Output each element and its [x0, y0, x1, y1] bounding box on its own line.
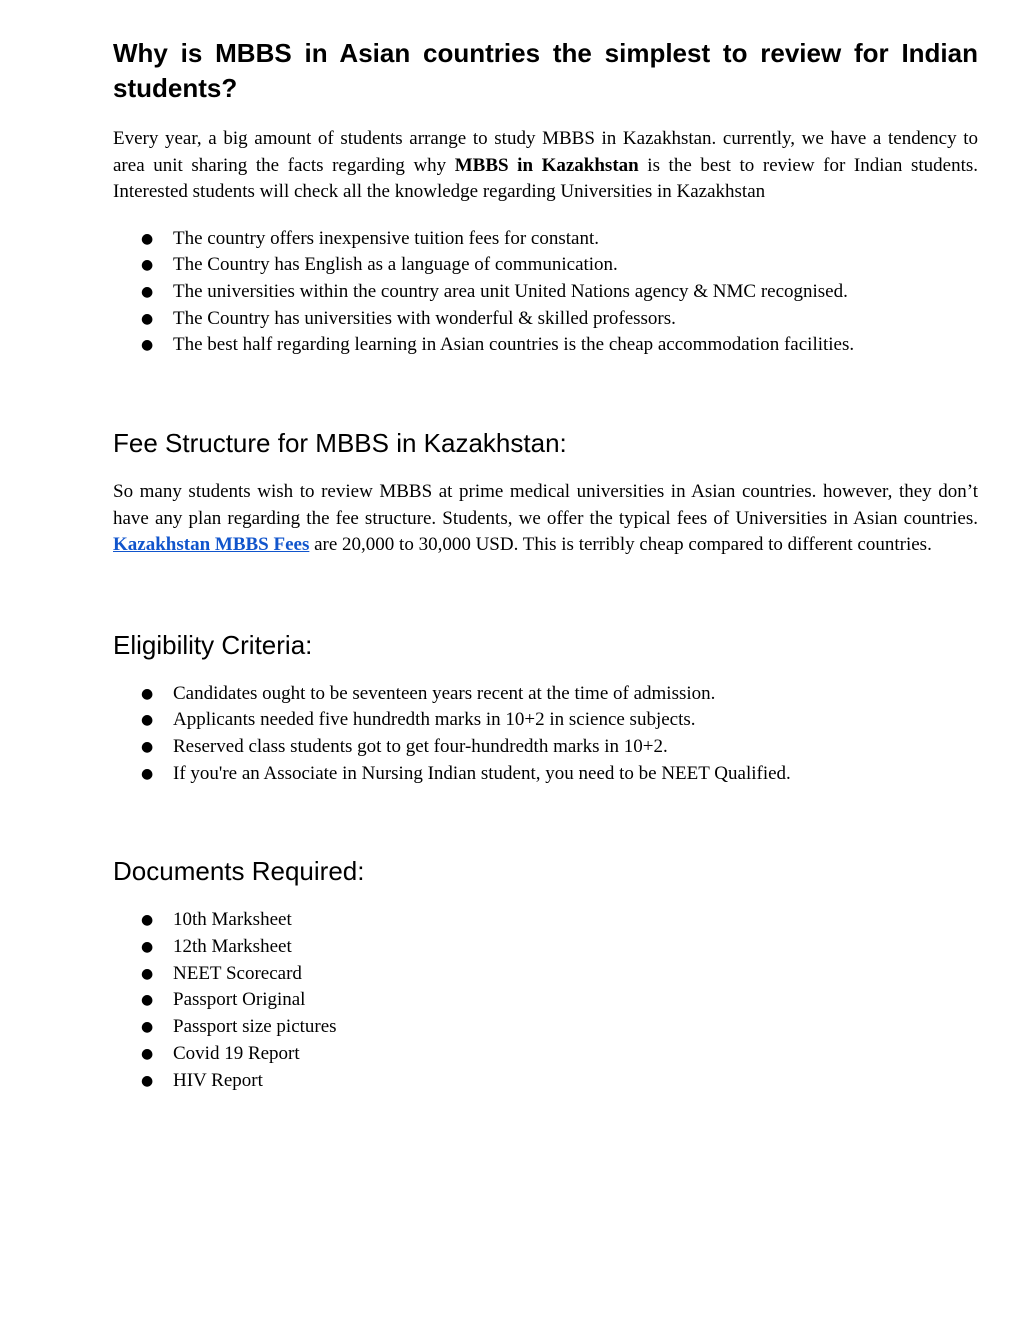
list-item: ● Covid 19 Report [113, 1041, 978, 1068]
fee-text-end: are 20,000 to 30,000 USD. This is terribly cheap compared to different countries. [309, 534, 932, 556]
bullet-icon: ● [141, 230, 154, 247]
list-item: ● The country offers inexpensive tuition fees for constant. [113, 226, 978, 253]
bullet-icon: ● [141, 765, 154, 782]
bullet-icon: ● [141, 1019, 154, 1036]
bullet-icon: ● [141, 912, 154, 929]
bullet-icon: ● [141, 992, 154, 1009]
bullet-icon: ● [141, 257, 154, 274]
list-item: ● Passport Original [113, 987, 978, 1014]
intro-bold-term: MBBS in Kazakhstan [454, 154, 639, 176]
kazakhstan-mbbs-fees-link[interactable]: Kazakhstan MBBS Fees [113, 534, 310, 556]
bullet-icon: ● [141, 1045, 154, 1062]
bullet-icon: ● [141, 283, 154, 300]
list-item: ● 10th Marksheet [113, 907, 978, 934]
bullet-icon: ● [141, 310, 154, 327]
bullet-icon: ● [141, 965, 154, 982]
section-eligibility-title: Eligibility Criteria: [113, 629, 313, 660]
list-item: ● NEET Scorecard [113, 961, 978, 988]
list-item: ● The Country has English as a language of communication. [113, 252, 978, 279]
list-item: ● HIV Report [113, 1068, 978, 1095]
section-why-intro [113, 126, 978, 206]
bullet-icon: ● [141, 685, 154, 702]
section-fee-text [113, 479, 978, 559]
list-item: ● If you're an Associate in Nursing Indian student, you need to be NEET Qualified. [113, 761, 978, 788]
list-item: ● The Country has universities with wonderful & skilled professors. [113, 306, 978, 333]
section-fee-title: Fee Structure for MBBS in Kazakhstan: [113, 428, 567, 459]
bullet-icon: ● [141, 337, 154, 354]
section-why-list [113, 226, 978, 360]
section-documents-title: Documents Required: [113, 856, 365, 887]
list-item: ● Applicants needed five hundredth marks in 10+2 in science subjects. [113, 707, 978, 734]
section-why-title: Why is MBBS in Asian countries the simplest to review for Indian students? [113, 38, 978, 103]
list-item: ● 12th Marksheet [113, 934, 978, 961]
intro-text-start: Every year, a big amount of students arrange to study MBBS in Kazakhstan. currently, we have a tendency to area unit sharing the facts regarding why [113, 128, 978, 176]
section-documents-list [113, 907, 978, 1094]
intro-text-end: is the best to review for Indian students. Interested students will check all the knowledge regarding Universities in Kazakhstan [113, 154, 979, 202]
bullet-icon: ● [141, 1072, 154, 1089]
list-item: ● The universities within the country area unit United Nations agency & NMC recognised. [113, 279, 978, 306]
list-item: ● Candidates ought to be seventeen years recent at the time of admission. [113, 681, 978, 708]
document-page [113, 0, 978, 1094]
bullet-icon: ● [141, 738, 154, 755]
bullet-icon: ● [141, 712, 154, 729]
fee-text-start: So many students wish to review MBBS at prime medical universities in Asian countries. however, they don’t have any plan regarding the fee structure. Students, we offer the typical fees of Universities in Asian countries. [113, 481, 978, 529]
section-eligibility-list [113, 681, 978, 788]
list-item: ● Reserved class students got to get four-hundredth marks in 10+2. [113, 734, 978, 761]
bullet-icon: ● [141, 939, 154, 956]
list-item: ● Passport size pictures [113, 1014, 978, 1041]
list-item: ● The best half regarding learning in Asian countries is the cheap accommodation facilities. [113, 332, 978, 359]
